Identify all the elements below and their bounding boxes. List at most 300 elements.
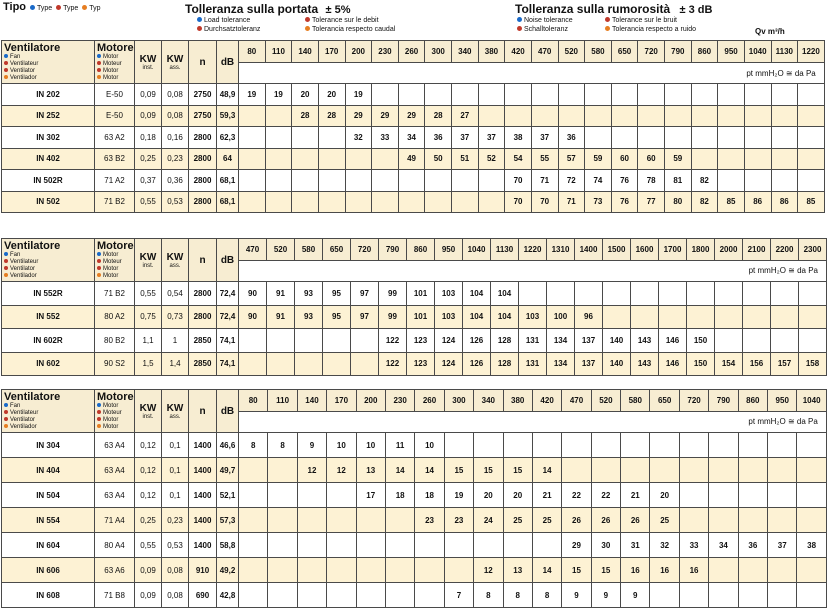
pressure-value-cell: 36 [558,127,585,149]
flow-value-header: 300 [425,41,452,63]
pressure-value-cell: 32 [650,533,679,558]
pressure-value-cell [797,508,826,533]
pressure-value-cell: 134 [547,329,575,353]
kw-label: KW [139,402,157,414]
pressure-value-cell [239,533,268,558]
pressure-value-cell: 26 [621,508,650,533]
table-row [2,533,827,558]
pressure-value-cell [356,558,385,583]
pressure-value-cell: 72 [558,170,585,192]
pressure-value-cell: 81 [665,170,692,192]
kw-ass-cell: 0,23 [162,148,189,170]
db-cell: 49,2 [217,558,239,583]
pressure-value-cell: 25 [650,508,679,533]
pressure-value-cell [265,191,292,213]
pressure-value-cell [239,329,267,353]
pressure-value-cell: 128 [491,329,519,353]
motore-sub: Motor [103,252,119,258]
pressure-value-cell [415,583,444,608]
lang-dot-icon [4,54,8,58]
kw-inst-cell: 0,09 [135,105,162,127]
flow-value-header: 720 [351,239,379,261]
pressure-value-cell: 22 [591,483,620,508]
lang-dot-icon [97,403,101,407]
pressure-value-cell [268,533,297,558]
flow-value-header: 790 [665,41,692,63]
pressure-value-cell [603,282,631,306]
pressure-value-cell: 60 [611,148,638,170]
lang-dot-icon [4,75,8,79]
pressure-value-cell: 93 [295,305,323,329]
pressure-value-cell [398,170,425,192]
pressure-value-cell: 76 [611,191,638,213]
flow-value-header: 470 [562,390,591,412]
pressure-value-cell [415,558,444,583]
pressure-value-cell: 19 [345,84,372,106]
pressure-value-cell [744,84,771,106]
rpm-cell: 2800 [189,305,217,329]
ventilatore-sub: Ventilador [10,75,37,81]
lang-dot-icon [97,273,101,277]
pressure-value-cell [239,352,267,376]
db-header [217,41,239,84]
pressure-value-cell: 23 [444,508,473,533]
pressure-value-cell [679,508,708,533]
flow-value-header: 580 [295,239,323,261]
pressure-value-cell: 15 [474,458,503,483]
pressure-value-cell [718,127,745,149]
blue-dot-icon [517,17,522,22]
kw-inst-cell: 0,55 [135,282,162,306]
pressure-value-cell [385,508,414,533]
db-cell: 68,1 [217,170,239,192]
db-cell: 46,6 [217,433,239,458]
kw-inst-label: inst. [142,64,154,71]
pressure-value-cell [327,533,356,558]
tipo-type-de: Typ [89,5,101,12]
pressure-value-cell: 19 [444,483,473,508]
pressure-value-cell [444,533,473,558]
pressure-value-cell: 103 [435,305,463,329]
pressure-value-cell [650,458,679,483]
pressure-value-cell: 20 [474,483,503,508]
flow-value-header: 260 [398,41,425,63]
flow-value-header: 340 [452,41,479,63]
pressure-value-cell [297,483,326,508]
kw-inst-cell: 0,09 [135,558,162,583]
table-row [2,583,827,608]
pressure-value-cell: 70 [505,170,532,192]
flow-value-header: 720 [679,390,708,412]
pressure-value-cell: 59 [585,148,612,170]
pressure-value-cell [631,305,659,329]
pressure-value-cell: 95 [323,305,351,329]
rpm-cell: 2850 [189,329,217,353]
pressure-value-cell: 150 [687,329,715,353]
pressure-value-cell [562,433,591,458]
flow-value-header: 2100 [743,239,771,261]
pressure-value-cell [356,583,385,608]
pressure-value-cell [292,191,319,213]
pressure-value-cell [799,282,827,306]
pressure-value-cell: 8 [474,583,503,608]
pressure-value-cell [532,533,561,558]
kw-ass-label: ass. [169,262,181,269]
pressure-value-cell [744,170,771,192]
lang-dot-icon [97,252,101,256]
model-cell: IN 602R [2,329,95,353]
pressure-value-cell: 24 [474,508,503,533]
tolerance-noise-text: Tolleranza sulla rumorosità [515,2,671,16]
tipo-type-en: Type [36,5,53,12]
lang-dot-icon [97,54,101,58]
lang-dot-icon [97,410,101,414]
pressure-value-cell [771,305,799,329]
motor-cell: 63 A4 [95,458,135,483]
pressure-value-cell: 74 [585,170,612,192]
pressure-value-cell [398,191,425,213]
ventilatore-sub: Fan [10,54,21,60]
lang-dot-icon [97,417,101,421]
pressure-value-cell: 150 [687,352,715,376]
ventilatore-sub: Ventilateur [10,61,39,67]
pressure-value-cell [372,170,399,192]
rpm-cell: 690 [189,583,217,608]
pressure-value-cell: 20 [292,84,319,106]
flow-value-header: 860 [407,239,435,261]
pressure-value-cell [691,84,718,106]
flow-header-row [2,390,827,412]
pressure-value-cell [771,329,799,353]
rpm-cell: 1400 [189,533,217,558]
flow-value-header: 520 [558,41,585,63]
pressure-value-cell [474,533,503,558]
pressure-value-cell: 9 [591,583,620,608]
pressure-value-cell: 59 [665,148,692,170]
pressure-value-cell [318,170,345,192]
kw-ass-cell: 0,36 [162,170,189,192]
kw-inst-cell: 0,18 [135,127,162,149]
motor-cell: 63 A4 [95,483,135,508]
pressure-value-cell: 97 [351,282,379,306]
flow-value-header: 860 [691,41,718,63]
pressure-value-cell [679,458,708,483]
pressure-value-cell: 55 [531,148,558,170]
table-row [2,127,825,149]
flow-value-header: 200 [356,390,385,412]
pressure-value-cell: 21 [532,483,561,508]
motore-header [95,239,135,282]
model-cell: IN 252 [2,105,95,127]
pressure-value-cell [425,191,452,213]
pressure-value-cell: 76 [611,170,638,192]
kw-label: KW [166,402,184,414]
pressure-value-cell [478,105,505,127]
pressure-value-cell: 14 [532,558,561,583]
ventilatore-title: Ventilatore [4,240,61,252]
pressure-value-cell [715,329,743,353]
pressure-value-cell: 23 [415,508,444,533]
pressure-value-cell [768,458,797,483]
kw-ass-cell: 0,54 [162,282,189,306]
pressure-value-cell [503,533,532,558]
pressure-value-cell: 15 [562,558,591,583]
flow-value-header: 1040 [797,390,826,412]
pressure-value-cell [691,105,718,127]
pressure-value-cell: 90 [239,282,267,306]
pressure-value-cell [709,583,738,608]
pressure-value-cell [679,433,708,458]
ventilatore-sub: Ventilator [10,417,36,423]
ventilatore-header [2,41,95,84]
pressure-value-cell [744,148,771,170]
pressure-value-cell [744,105,771,127]
motore-sub: Motor [103,417,119,423]
pressure-value-cell [611,127,638,149]
ventilatore-title: Ventilatore [4,391,61,403]
lang-dot-icon [97,266,101,270]
kw-label: KW [139,251,157,263]
kw-ass-cell: 0,1 [162,483,189,508]
pressure-value-cell: 101 [407,282,435,306]
pressure-value-cell [718,105,745,127]
motor-cell: 80 A4 [95,533,135,558]
rpm-cell: 2800 [189,191,217,213]
kw-inst-cell: 0,75 [135,305,162,329]
pressure-value-cell: 104 [491,282,519,306]
flow-value-header: 1040 [744,41,771,63]
pressure-value-cell [718,148,745,170]
pressure-value-cell: 25 [503,508,532,533]
pressure-value-cell [768,558,797,583]
pressure-value-cell [372,148,399,170]
kw-ass-header [162,239,189,282]
pressure-value-cell: 52 [478,148,505,170]
kw-inst-cell: 0,09 [135,583,162,608]
pressure-value-cell [268,458,297,483]
flow-value-header: 580 [585,41,612,63]
pressure-value-cell: 30 [591,533,620,558]
motor-cell: 71 B2 [95,282,135,306]
flow-value-header: 1700 [659,239,687,261]
pressure-value-cell [738,508,767,533]
pressure-value-cell [558,105,585,127]
pressure-value-cell [650,433,679,458]
pressure-value-cell: 146 [659,352,687,376]
pressure-value-cell [665,84,692,106]
tipo-label: Tipo [3,1,27,13]
kw-label: KW [166,251,184,263]
pressure-value-cell: 20 [650,483,679,508]
pressure-value-cell [345,148,372,170]
flow-value-header: 2300 [799,239,827,261]
tipo-type-fr: Type [63,5,79,12]
motore-sub: Moteur [103,259,122,265]
pressure-value-cell [372,84,399,106]
pressure-value-cell: 143 [631,329,659,353]
pressure-value-cell [318,148,345,170]
pressure-value-cell [532,433,561,458]
flow-value-header: 420 [505,41,532,63]
pressure-value-cell [659,305,687,329]
table-row [2,558,827,583]
pressure-value-cell [797,583,826,608]
pressure-value-cell: 82 [691,191,718,213]
ventilatore-sub: Ventilador [10,424,37,430]
pressure-value-cell [351,329,379,353]
pressure-value-cell [505,84,532,106]
pressure-value-cell: 13 [356,458,385,483]
pressure-value-cell [603,305,631,329]
model-cell: IN 202 [2,84,95,106]
pressure-value-cell: 82 [691,170,718,192]
kw-inst-cell: 0,25 [135,148,162,170]
kw-inst-cell: 0,25 [135,508,162,533]
pressure-value-cell [297,508,326,533]
motore-title: Motore [97,391,134,403]
flow-value-header: 230 [385,390,414,412]
motor-cell: 71 B8 [95,583,135,608]
pressure-value-cell: 19 [265,84,292,106]
tolerance-noise-legend-b [605,16,725,34]
pressure-value-cell: 100 [547,305,575,329]
red-dot-icon [305,17,310,22]
pressure-value-cell: 126 [463,352,491,376]
pressure-value-cell [265,170,292,192]
flow-value-header: 340 [474,390,503,412]
pressure-value-cell [239,483,268,508]
pressure-value-cell [345,191,372,213]
db-cell: 57,3 [217,508,239,533]
pressure-value-cell: 19 [239,84,266,106]
motore-sub: Motor [103,54,119,60]
pressure-value-cell: 91 [267,305,295,329]
tolerance-flow-text: Tolleranza sulla portata [185,2,319,16]
pressure-value-cell [239,127,266,149]
kw-inst-cell: 0,12 [135,433,162,458]
motor-cell: 90 S2 [95,352,135,376]
pressure-value-cell: 18 [385,483,414,508]
pressure-value-cell [638,127,665,149]
pressure-value-cell: 21 [621,483,650,508]
flow-value-header: 650 [323,239,351,261]
pressure-value-cell: 11 [385,433,414,458]
pressure-value-cell: 103 [435,282,463,306]
fan-table-2pole-small [1,40,825,213]
pressure-value-cell: 54 [505,148,532,170]
pressure-value-cell [267,329,295,353]
pressure-value-cell [799,329,827,353]
pressure-value-cell [297,583,326,608]
motor-cell: 80 A2 [95,305,135,329]
pressure-value-cell [679,583,708,608]
pressure-value-cell [268,508,297,533]
motore-title: Motore [97,240,134,252]
pressure-value-cell [743,305,771,329]
ventilatore-header [2,390,95,433]
pressure-value-cell [505,105,532,127]
motor-cell: E-50 [95,105,135,127]
tipo-legend [3,3,101,13]
ventilatore-sub: Ventilator [10,68,36,74]
kw-ass-cell: 0,08 [162,583,189,608]
pressure-value-cell: 101 [407,305,435,329]
table-row [2,105,825,127]
pressure-value-cell [591,433,620,458]
kw-ass-cell: 0,53 [162,533,189,558]
model-cell: IN 604 [2,533,95,558]
model-cell: IN 504 [2,483,95,508]
pressure-value-cell [356,508,385,533]
table-row [2,458,827,483]
pressure-value-cell: 33 [679,533,708,558]
kw-ass-cell: 1,4 [162,352,189,376]
model-cell: IN 608 [2,583,95,608]
pressure-value-cell: 37 [452,127,479,149]
pressure-value-cell [611,105,638,127]
pressure-value-cell: 34 [709,533,738,558]
red-dot-icon [517,26,522,31]
pressure-value-cell: 71 [558,191,585,213]
pressure-value-cell [797,558,826,583]
pressure-value-cell: 124 [435,329,463,353]
motore-sub: Motor [103,273,119,279]
ventilatore-sub: Ventilateur [10,259,39,265]
rpm-cell: 2800 [189,148,217,170]
pressure-value-cell [738,433,767,458]
flow-value-header: 790 [379,239,407,261]
motor-cell: 71 A2 [95,170,135,192]
pressure-value-cell [585,84,612,106]
db-cell: 72,4 [217,282,239,306]
pressure-value-cell [638,84,665,106]
motor-cell: E-50 [95,84,135,106]
pressure-value-cell: 20 [503,483,532,508]
kw-ass-cell: 0,08 [162,84,189,106]
blue-dot-icon [197,17,202,22]
flow-value-header: 580 [621,390,650,412]
pressure-value-cell [709,508,738,533]
pressure-value-cell [744,127,771,149]
rpm-cell: 1400 [189,483,217,508]
pressure-value-cell: 97 [351,305,379,329]
flow-value-header: 170 [318,41,345,63]
pressure-value-cell [591,458,620,483]
pressure-value-cell: 22 [562,483,591,508]
pressure-value-cell [798,170,825,192]
pressure-value-cell: 38 [505,127,532,149]
pressure-value-cell: 9 [621,583,650,608]
table-row [2,191,825,213]
tol-flow-en: Load tolerance [204,17,251,24]
kw-ass-cell: 0,16 [162,127,189,149]
pressure-value-cell [691,127,718,149]
pressure-value-cell [239,148,266,170]
pressure-value-cell: 28 [292,105,319,127]
motor-cell: 80 B2 [95,329,135,353]
lang-dot-icon [4,68,8,72]
pressure-value-cell: 14 [532,458,561,483]
pressure-value-cell [425,170,452,192]
tolerance-flow-value: ± 5% [325,4,351,16]
flow-value-header: 650 [611,41,638,63]
tol-noise-es: Tolerancia respecto a ruido [612,26,697,33]
kw-ass-cell: 0,73 [162,305,189,329]
model-cell: IN 552 [2,305,95,329]
pressure-value-cell [621,433,650,458]
pressure-value-cell [415,533,444,558]
pressure-value-cell [585,105,612,127]
